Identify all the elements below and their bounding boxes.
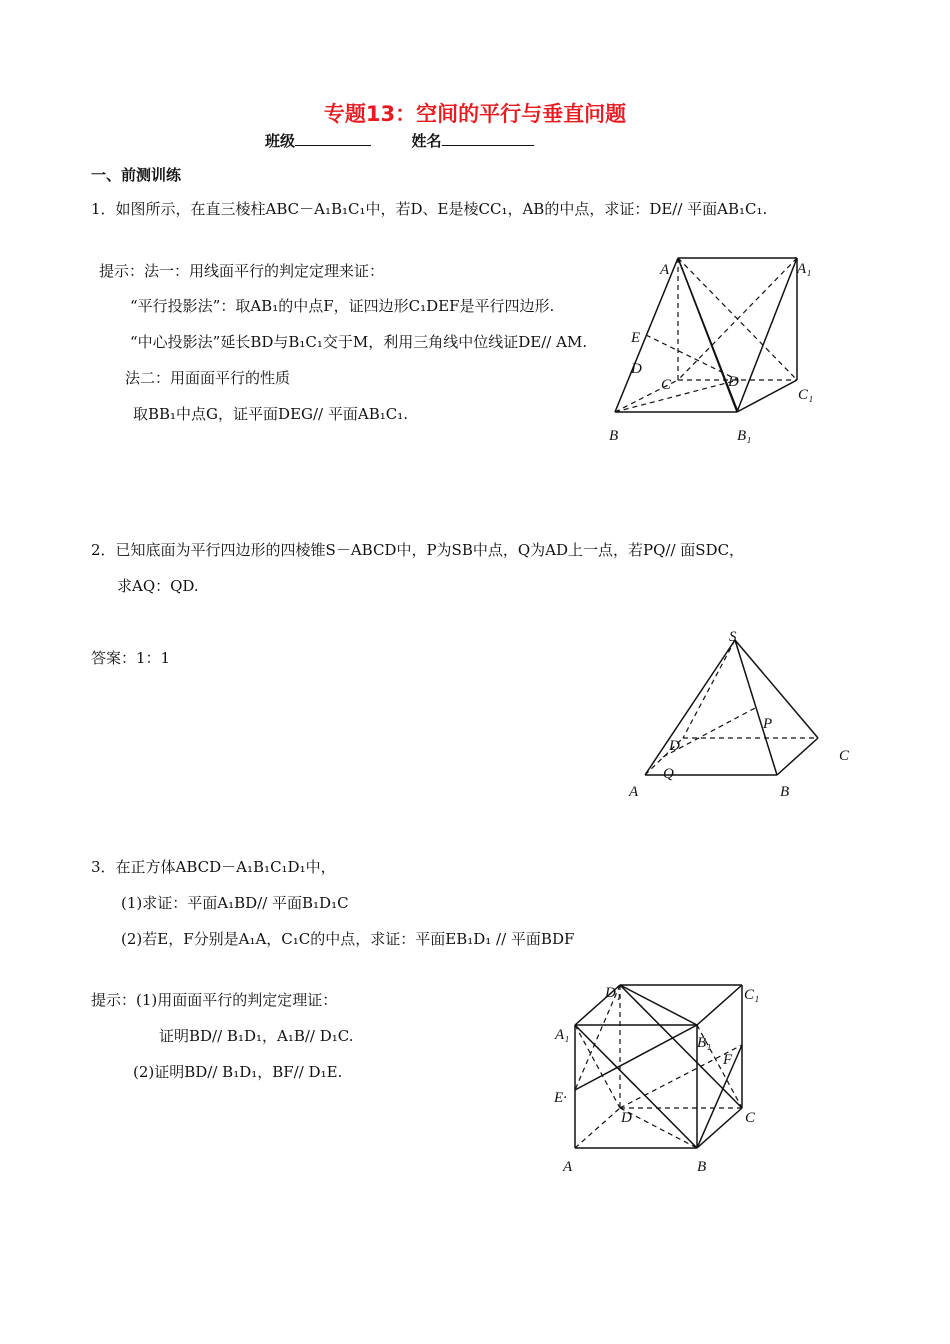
q3-label-D: D bbox=[621, 1110, 632, 1126]
q2-label-P: P bbox=[763, 716, 773, 732]
q1-label-A: A bbox=[660, 262, 670, 278]
q3-hint1: 提示：(1)用面面平行的判定定理证： bbox=[91, 991, 338, 1009]
q2-text-line2: 求AQ：QD. bbox=[117, 577, 199, 595]
q1-label-C1: C₁ bbox=[798, 387, 814, 403]
q1-label-B1: B₁ bbox=[737, 428, 752, 444]
q3-hint3: (2)证明BD// B₁D₁，BF// D₁E. bbox=[133, 1063, 343, 1081]
q3-label-B: B bbox=[697, 1159, 707, 1175]
q2-label-S: S bbox=[729, 629, 737, 645]
q1-hint-b: “中心投影法”延长BD与B₁C₁交于M，利用三角线中位线证DE// AM. bbox=[130, 333, 588, 351]
q3-label-C: C bbox=[745, 1110, 756, 1126]
q2-label-B: B bbox=[780, 784, 790, 800]
q1-prism-figure bbox=[600, 250, 830, 450]
class-blank bbox=[295, 131, 371, 146]
q1-hint-intro: 提示：法一：用线面平行的判定定理来证： bbox=[99, 262, 385, 280]
q3-part1: (1)求证：平面A₁BD// 平面B₁D₁C bbox=[121, 894, 349, 912]
q3-text: 3．在正方体ABCD－A₁B₁C₁D₁中， bbox=[91, 858, 336, 876]
q2-label-C: C bbox=[839, 748, 850, 764]
q1-text: 1．如图所示，在直三棱柱ABC－A₁B₁C₁中，若D、E是棱CC₁，AB的中点，求证：DE// 平面AB₁C₁. bbox=[91, 200, 768, 218]
name-label: 姓名 bbox=[411, 132, 442, 150]
q1-hint-a: “平行投影法”：取AB₁的中点F，证四边形C₁DEF是平行四边形. bbox=[130, 297, 555, 315]
q3-part2: (2)若E，F分别是A₁A，C₁C的中点，求证：平面EB₁D₁ // 平面BDF bbox=[121, 930, 575, 948]
q2-answer: 答案：1：1 bbox=[91, 649, 171, 667]
section-heading: 一、前测训练 bbox=[91, 166, 182, 184]
q2-text-line1: 2．已知底面为平行四边形的四棱锥S－ABCD中，P为SB中点，Q为AD上一点，若PQ// 面SDC， bbox=[91, 541, 745, 559]
q2-label-A: A bbox=[629, 784, 639, 800]
q3-label-B1: B₁ bbox=[697, 1035, 712, 1051]
q2-pyramid-figure bbox=[620, 620, 860, 810]
q1-label-A1: A₁ bbox=[797, 261, 812, 277]
q1-label-E: E bbox=[631, 330, 641, 346]
q3-label-E: E· bbox=[554, 1090, 567, 1106]
q3-label-A: A bbox=[563, 1159, 573, 1175]
q3-cube-figure bbox=[545, 975, 775, 1180]
q1-label-B: B bbox=[609, 428, 619, 444]
q2-label-Q: Q bbox=[663, 766, 674, 782]
q3-label-A1: A₁ bbox=[555, 1027, 570, 1043]
q1-hint-c: 法二：用面面平行的性质 bbox=[125, 369, 291, 387]
q3-hint2: 证明BD// B₁D₁，A₁B// D₁C. bbox=[159, 1027, 354, 1045]
q2-label-D: D bbox=[669, 738, 680, 754]
q1-hint-d: 取BB₁中点G，证平面DEG// 平面AB₁C₁. bbox=[133, 405, 409, 423]
class-label: 班级 bbox=[265, 132, 296, 150]
q3-label-D1: D₁ bbox=[605, 985, 622, 1001]
q1-label-D: D bbox=[631, 361, 642, 377]
name-blank bbox=[442, 131, 534, 146]
class-name-line bbox=[265, 130, 534, 151]
q3-label-C1: C₁ bbox=[744, 987, 760, 1003]
q1-label-C: C bbox=[661, 377, 672, 393]
q1-label-D2: D bbox=[728, 374, 739, 390]
q3-label-F: F bbox=[723, 1052, 733, 1068]
page-title: 专题13：空间的平行与垂直问题 bbox=[323, 102, 627, 126]
